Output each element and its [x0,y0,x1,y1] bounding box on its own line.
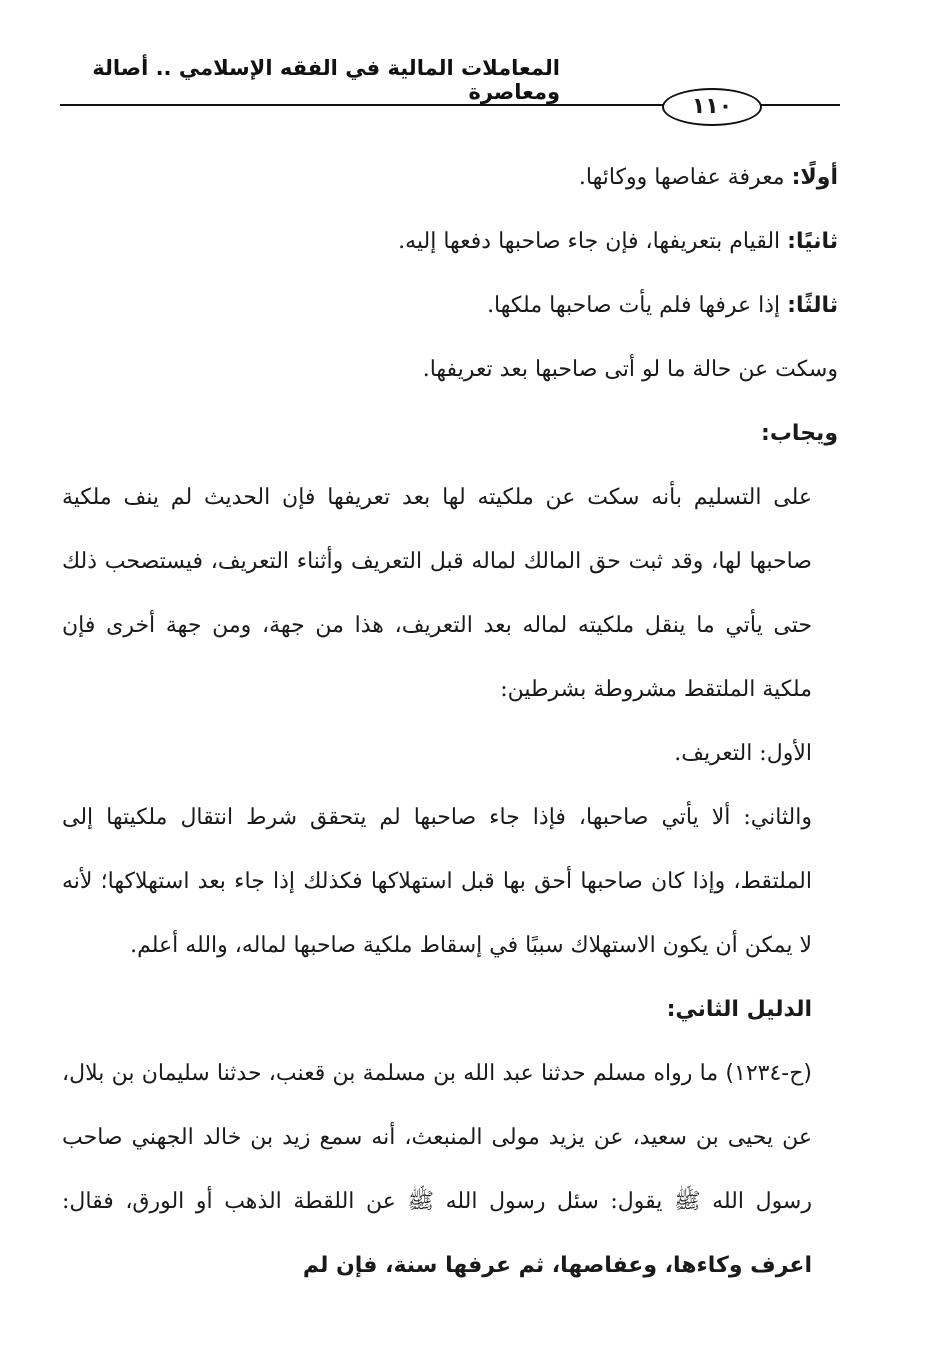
hadith-reference: (ح-١٢٣٤) [725,1061,812,1086]
silence-note: وسكت عن حالة ما لو أتى صاحبها بعد تعريفها. [422,357,838,382]
point-text: معرفة عفاصها ووكائها. [578,165,792,190]
page-number: ١١٠ [662,88,762,126]
point-second [62,210,838,274]
hadith-narration: ما رواه مسلم حدثنا عبد الله بن مسلمة بن قعنب، حدثنا سليمان بن بلال، عن يحيى بن سعيد، عن يزيد مولى المنبعث، أنه سمع زيد بن خالد الجهني صاحب رسول الله ﷺ يقول: سئل رسول الله ﷺ عن اللقطة الذهب أو الورق، فقال: [62,1061,812,1214]
second-evidence-heading: الدليل الثاني: [666,997,812,1022]
hadith-paragraph [62,1042,838,1298]
point-third [62,274,838,338]
answer-heading: ويجاب: [761,421,838,446]
point-label: ثالثًا: [787,293,838,318]
point-label: أولًا: [791,165,838,190]
body-text [62,146,838,1298]
point-text: القيام بتعريفها، فإن جاء صاحبها دفعها إليه. [398,229,788,254]
condition-first: الأول: التعريف. [674,741,812,766]
running-head-title: المعاملات المالية في الفقه الإسلامي .. أصالة ومعاصرة [92,56,560,104]
point-label: ثانيًا: [787,229,838,254]
condition-second: والثاني: ألا يأتي صاحبها، فإذا جاء صاحبها لم يتحقق شرط انتقال ملكيتها إلى الملتقط، وإذا كان صاحبها أحق بها قبل استهلاكها فكذلك إذا جاء بعد استهلاكها؛ لأنه لا يمكن أن يكون الاستهلاك سببًا في إسقاط ملكية صاحبها لماله، والله أعلم. [62,805,812,958]
answer-paragraph: على التسليم بأنه سكت عن ملكيته لها بعد تعريفها فإن الحديث لم ينف ملكية صاحبها لها، وقد ثبت حق المالك لماله قبل التعريف وأثناء التعريف، فيستصحب ذلك حتى يأتي ما ينقل ملكيته لماله بعد التعريف، هذا من جهة، ومن جهة أخرى فإن ملكية الملتقط مشروطة بشرطين: [62,485,812,702]
hadith-quote: اعرف وكاءها، وعفاصها، ثم عرفها سنة، فإن لم [302,1253,812,1278]
point-text: إذا عرفها فلم يأت صاحبها ملكها. [487,293,788,318]
point-first [62,146,838,210]
